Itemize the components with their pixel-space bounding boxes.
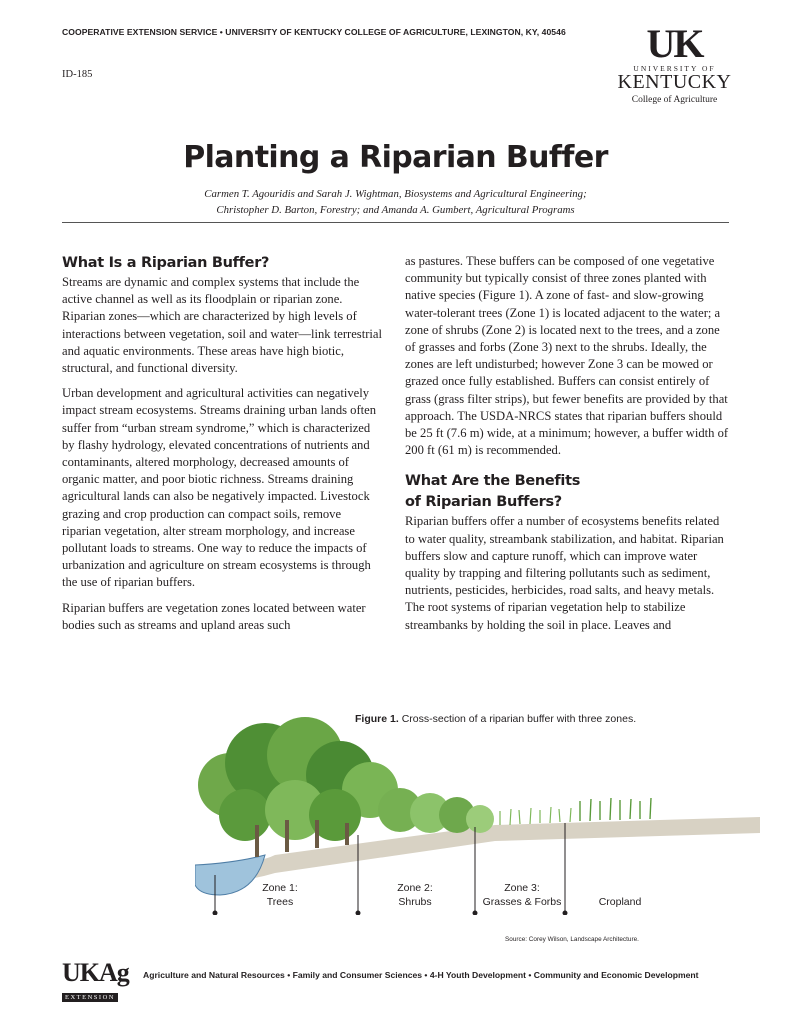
author-list	[0, 186, 791, 218]
uk-logo-college: College of Agriculture	[631, 95, 718, 105]
ukag-extension-logo	[62, 960, 129, 1004]
section-heading-what-is: What Is a Riparian Buffer?	[62, 255, 270, 271]
title-divider	[62, 222, 729, 223]
paragraph: Streams are dynamic and complex systems that include the active channel as well as its floodplain or riparian zone. Riparian zones—which are characterized by high levels of interactions between vegetation, soil and water—link terrestrial and aquatic environments. These areas have high biotic, structural, and functional diversity.	[62, 275, 382, 376]
shrub-canopy	[378, 788, 494, 833]
cropland-plants	[580, 798, 651, 821]
section-heading-benefits: What Are the Benefits of Riparian Buffers?	[405, 473, 581, 511]
tree-canopy	[198, 717, 398, 857]
paragraph: Riparian buffers are vegetation zones located between water bodies such as streams and upland areas such	[62, 600, 366, 632]
uk-logo-university-of: UNIVERSITY OF	[633, 64, 716, 73]
ukag-logo-extension: EXTENSION	[62, 993, 118, 1002]
paragraph: as pastures. These buffers can be composed of one vegetative community but typically consist of three zones planted with native species (Figure 1). A zone of fast- and slow-growing water-tolerant trees (Zone 1) is located adjacent to the water; a zone of shrubs (Zone 2) is located next to the trees, and a zone of grasses and forbs (Zone 3) next to the shrubs. Ideally, the zones are left undisturbed; however Zone 3 can be mowed or grazed once fully established. Buffers can consist entirely of grass (grass filter strips), but fewer benefits are provided by that approach. The USDA-NRCS states that riparian buffers should be 25 ft (7.6 m) wide, at a minimum; however, a buffer width of 200 ft (61 m) is recommended.	[405, 254, 729, 458]
paragraph: Riparian buffers offer a number of ecosystems benefits related to water quality, streambank stabilization, and habitat. Riparian buffers slow and capture runoff, which can improve water quality by trapping and filtering pollutants such as sediment, nutrients, pesticides, herbicides, road salts, and heavy metals. The root systems of riparian vegetation help to stabilize streambanks by holding the soil in place. Leaves and	[405, 514, 724, 632]
grass-strip	[500, 807, 571, 825]
zone-2-label: Zone 2: Shrubs	[397, 882, 433, 908]
figure-caption-text: Cross-section of a riparian buffer with three zones.	[401, 713, 637, 725]
page-title: Planting a Riparian Buffer	[183, 140, 608, 175]
authors-line-2: Christopher D. Barton, Forestry; and Amanda A. Gumbert, Agricultural Programs	[216, 204, 575, 216]
paragraph: Urban development and agricultural activities can negatively impact stream ecosystems. Streams draining urban lands often suffer from “urban stream syndrome,” which is characterized by flashy hydrology, elevated concentrations of nutrients and contaminants, altered morphology, decreased amounts of organic matter, and poor biotic richness. Streams draining agricultural lands can also be negatively impacted. Livestock grazing and crop production can compact soils, remove riparian vegetation, alter stream morphology, and increase pollutant loads to streams. One way to reduce the impacts of urbanization and agriculture on stream ecosystems is through the use of riparian buffers.	[62, 386, 377, 590]
authors-line-1: Carmen T. Agouridis and Sarah J. Wightman, Biosystems and Agricultural Engineering;	[204, 188, 587, 200]
figure-source: Source: Corey Wilson, Landscape Architecture.	[505, 936, 639, 943]
right-column	[405, 253, 730, 642]
ukag-logo-text: UKAg	[62, 958, 129, 987]
zone-3-label: Zone 3: Grasses & Forbs	[482, 882, 562, 908]
figure-label: Figure 1.	[355, 713, 399, 725]
cropland-label: Cropland	[598, 896, 642, 908]
institution-header: COOPERATIVE EXTENSION SERVICE • UNIVERSITY OF KENTUCKY COLLEGE OF AGRICULTURE, LEXINGTON, KY, 40546	[62, 27, 566, 37]
footer-programs: Agriculture and Natural Resources • Family and Consumer Sciences • 4-H Youth Development • Community and Economic Development	[143, 970, 699, 980]
uk-logo	[612, 21, 737, 106]
uk-logo-mark: UK	[646, 21, 703, 66]
uk-logo-kentucky: KENTUCKY	[617, 71, 732, 93]
document-id: ID-185	[62, 69, 93, 80]
zone-1-label: Zone 1: Trees	[262, 882, 298, 908]
left-column	[62, 253, 382, 642]
